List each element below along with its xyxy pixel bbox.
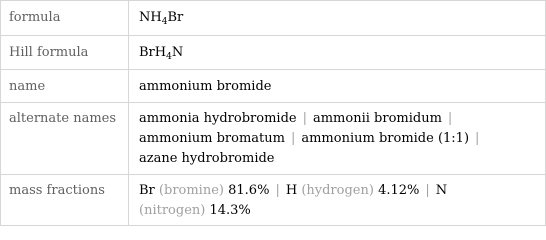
separator: |	[475, 131, 480, 146]
alternate-name: ammonii bromidum	[312, 111, 442, 126]
row-label: name	[1, 70, 129, 103]
mass-fractions-value	[129, 175, 546, 226]
hill-formula-value	[129, 36, 546, 70]
row-label: Hill formula	[1, 36, 129, 70]
separator: |	[302, 111, 307, 126]
element-symbol: Br	[139, 183, 155, 198]
row-label: formula	[1, 1, 129, 36]
separator: |	[447, 111, 453, 126]
alternate-name: azane hydrobromide	[139, 151, 275, 166]
formula-value	[129, 1, 546, 36]
row-label: alternate names	[1, 103, 129, 175]
formula-part: BrH	[139, 45, 167, 60]
name-value: ammonium bromide	[129, 70, 546, 103]
fraction-value: 4.12%	[378, 183, 420, 198]
alternate-names-value	[129, 103, 546, 175]
table-row-hill-formula	[1, 36, 546, 70]
fraction-value: 81.6%	[228, 183, 270, 198]
alternate-name: ammonium bromide (1:1)	[301, 131, 470, 146]
element-name: (nitrogen)	[139, 203, 206, 218]
alternate-name: ammonium bromatum	[139, 131, 285, 146]
formula-part: Br	[167, 10, 184, 25]
separator: |	[290, 131, 296, 146]
table-row-name	[1, 70, 546, 103]
table-row-formula	[1, 1, 546, 36]
separator: |	[275, 183, 280, 198]
element-name: (hydrogen)	[301, 183, 374, 198]
table-row-mass-fractions	[1, 175, 546, 226]
alternate-name: ammonia hydrobromide	[139, 111, 297, 126]
element-symbol: H	[285, 183, 298, 198]
formula-subscript: 4	[166, 52, 172, 62]
formula-subscript: 4	[161, 17, 168, 27]
element-name: (bromine)	[158, 183, 224, 198]
formula-part: NH	[139, 10, 162, 25]
fraction-value: 14.3%	[209, 203, 251, 218]
separator: |	[425, 183, 430, 198]
element-symbol: N	[435, 183, 448, 198]
row-label: mass fractions	[1, 175, 129, 226]
table-row-alternate-names	[1, 103, 546, 175]
formula-part: N	[171, 45, 184, 60]
